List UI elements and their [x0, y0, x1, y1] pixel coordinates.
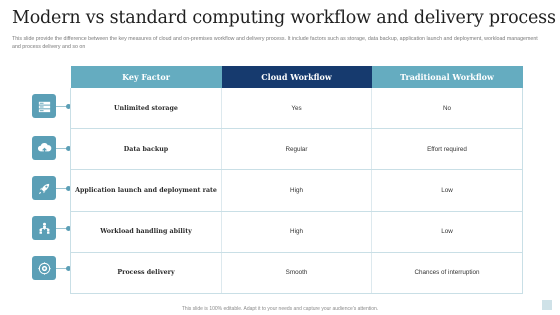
cloud-cell: High [222, 211, 372, 252]
comparison-table [70, 66, 522, 294]
key-factor-cell: Process delivery [71, 252, 222, 293]
rocket-icon [32, 176, 56, 200]
key-factor-cell: Application launch and deployment rate [71, 170, 222, 211]
traditional-cell: Low [372, 211, 523, 252]
table-row [71, 88, 523, 129]
table-row [71, 211, 523, 252]
slide-title: Modern vs standard computing workflow and delivery process [12, 8, 556, 28]
header-cloud-workflow: Cloud Workflow [222, 66, 372, 88]
slide-footer: This slide is 100% editable. Adapt it to your needs and capture your audience's attention. [181, 306, 379, 312]
traditional-cell: Effort required [372, 129, 523, 170]
corner-decoration [542, 300, 552, 310]
process-gear-icon [32, 256, 56, 280]
table-row [71, 170, 523, 211]
traditional-cell: No [372, 88, 523, 129]
table-row [71, 252, 523, 293]
traditional-cell: Chances of interruption [372, 252, 523, 293]
table-header-row [71, 66, 523, 88]
key-factor-cell: Data backup [71, 129, 222, 170]
cloud-cell: High [222, 170, 372, 211]
cloud-cell: Smooth [222, 252, 372, 293]
team-workload-icon [32, 216, 56, 240]
key-factor-cell: Unlimited storage [71, 88, 222, 129]
traditional-cell: Low [372, 170, 523, 211]
header-traditional-workflow: Traditional Workflow [372, 66, 523, 88]
key-factor-cell: Workload handling ability [71, 211, 222, 252]
cloud-cell: Regular [222, 129, 372, 170]
table-row [71, 129, 523, 170]
cloud-cell: Yes [222, 88, 372, 129]
storage-icon [32, 94, 56, 118]
header-key-factor: Key Factor [71, 66, 222, 88]
cloud-backup-icon [32, 136, 56, 160]
slide-subtitle: This slide provide the difference between the key measures of cloud and on-premises workflow and delivery process. It include factors such as storage, data backup, application launch and deployment, workload management and process delivery and so on [12, 36, 538, 50]
